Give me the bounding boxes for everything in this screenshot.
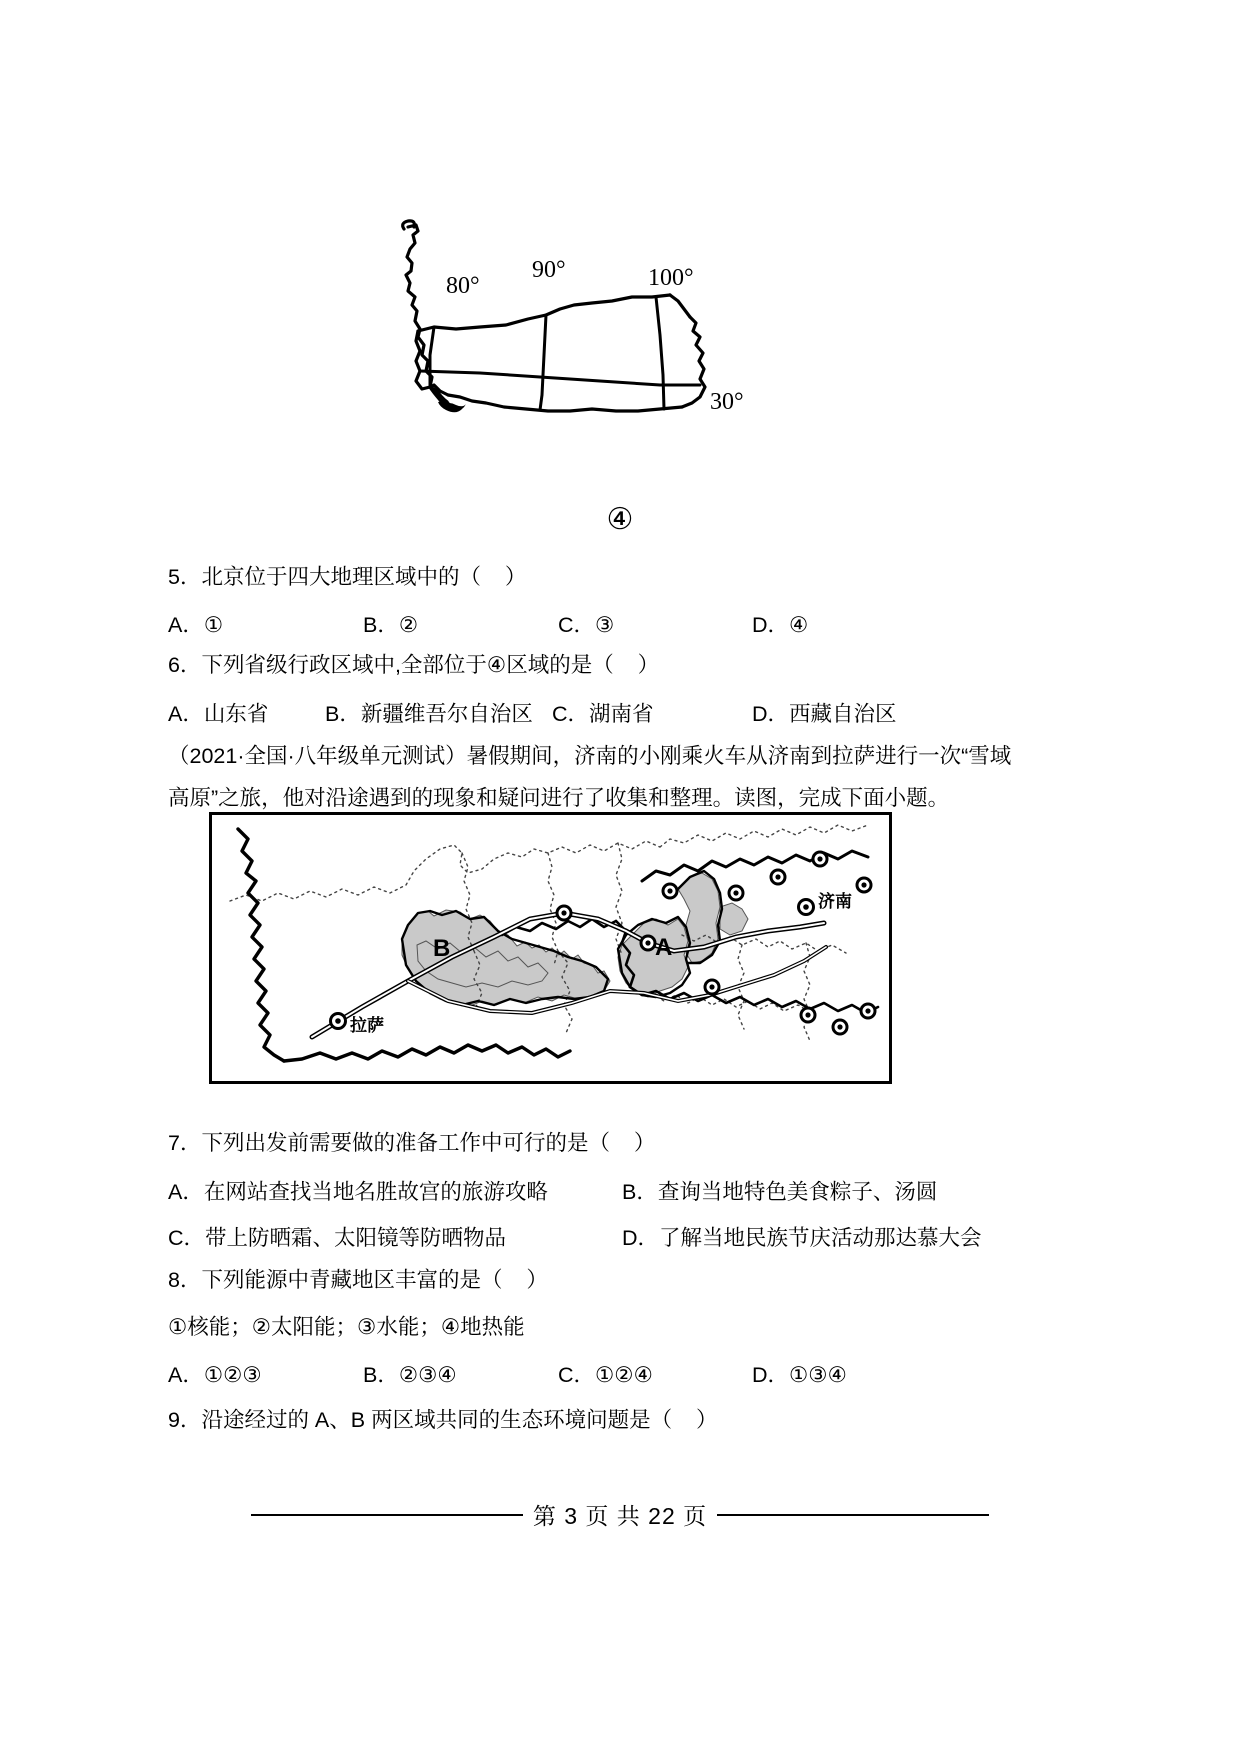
question-6-option-a[interactable]: A．山东省	[168, 702, 269, 726]
footer-rule-right	[717, 1514, 989, 1516]
page-number-text: 第 3 页 共 22 页	[532, 1503, 708, 1529]
figure-1-caption: ④	[606, 503, 634, 536]
longitude-label-90: 90°	[532, 257, 566, 283]
region-label-a: A	[655, 934, 673, 961]
question-6-option-c[interactable]: C．湖南省	[552, 702, 654, 726]
lhasa-city-label: 拉萨	[350, 1016, 384, 1035]
question-7-option-c[interactable]: C．带上防晒霜、太阳镜等防晒物品	[168, 1226, 507, 1250]
longitude-label-80: 80°	[446, 273, 480, 299]
jinan-city-symbol	[799, 900, 814, 915]
question-5-stem: 5．北京位于四大地理区域中的（ ）	[168, 565, 527, 589]
question-8-option-c[interactable]: C．①②④	[558, 1363, 653, 1387]
question-6-option-d[interactable]: D．西藏自治区	[752, 702, 897, 726]
question-6-stem: 6．下列省级行政区域中,全部位于④区域的是（ ）	[168, 653, 660, 677]
question-7-option-b[interactable]: B．查询当地特色美食粽子、汤圆	[622, 1180, 938, 1204]
question-7-stem: 7．下列出发前需要做的准备工作中可行的是（ ）	[168, 1131, 656, 1155]
footer-rule-left	[251, 1514, 523, 1516]
question-5-option-b[interactable]: B．②	[363, 613, 419, 637]
latitude-label-30: 30°	[710, 389, 744, 415]
question-8-sublist: ①核能；②太阳能；③水能；④地热能	[168, 1315, 525, 1339]
page-footer	[0, 1498, 1240, 1531]
jinan-lhasa-route-map	[209, 812, 892, 1084]
longitude-label-100: 100°	[648, 265, 694, 291]
jinan-city-label: 济南	[818, 892, 852, 911]
lhasa-city-symbol	[331, 1014, 346, 1029]
question-8-option-d[interactable]: D．①③④	[752, 1363, 847, 1387]
question-5-option-d[interactable]: D．④	[752, 613, 809, 637]
passage-line-2: 高原”之旅，他对沿途遇到的现象和疑问进行了收集和整理。读图，完成下面小题。	[168, 786, 950, 810]
question-9-stem: 9．沿途经过的 A、B 两区域共同的生态环境问题是（ ）	[168, 1408, 718, 1432]
question-6-option-b[interactable]: B．新疆维吾尔自治区	[325, 702, 533, 726]
region-label-b: B	[433, 935, 451, 962]
question-5-option-c[interactable]: C．③	[558, 613, 615, 637]
question-8-stem: 8．下列能源中青藏地区丰富的是（ ）	[168, 1268, 548, 1292]
question-8-option-b[interactable]: B．②③④	[363, 1363, 457, 1387]
question-7-option-a[interactable]: A．在网站查找当地名胜故宫的旅游攻略	[168, 1180, 548, 1204]
passage-intro	[168, 735, 1074, 819]
question-8-option-a[interactable]: A．①②③	[168, 1363, 262, 1387]
region-outline-map	[360, 205, 780, 455]
passage-line-1: （2021·全国·八年级单元测试）暑假期间，济南的小刚乘火车从济南到拉萨进行一次“雪域	[168, 744, 1012, 768]
question-5-option-a[interactable]: A．①	[168, 613, 224, 637]
question-7-option-d[interactable]: D．了解当地民族节庆活动那达慕大会	[622, 1226, 982, 1250]
